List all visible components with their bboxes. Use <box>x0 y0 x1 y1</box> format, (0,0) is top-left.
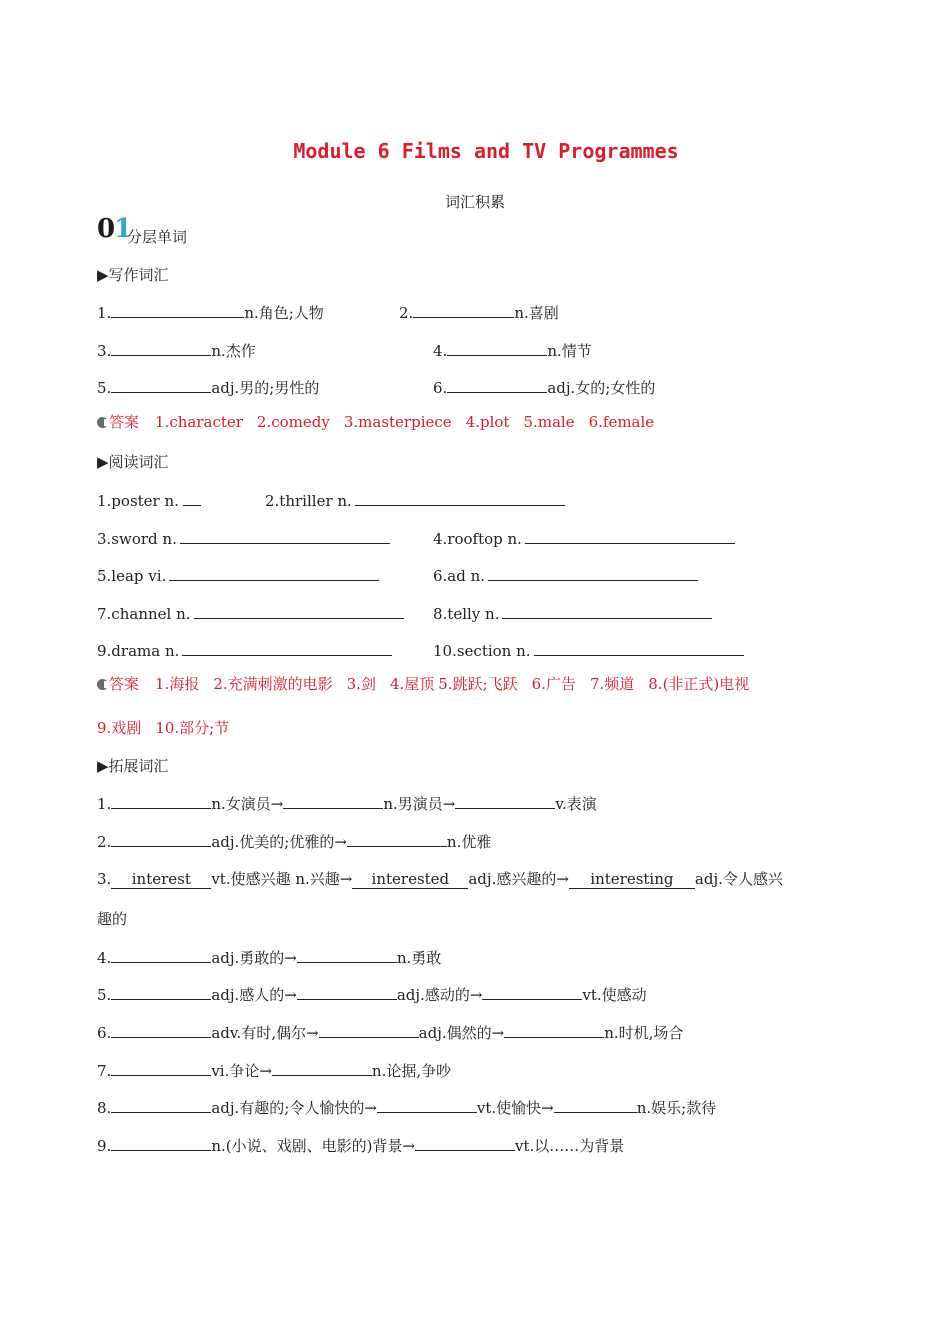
item-label: 3.sword n. <box>97 530 177 548</box>
answer-item: 10.部分;节 <box>155 719 230 737</box>
item-meaning: n.娱乐;款待 <box>636 1099 717 1117</box>
item-number: 9. <box>97 1137 112 1155</box>
writing-item-2 <box>399 301 559 323</box>
item-meaning: vi.争论→ <box>211 1062 272 1080</box>
extend-item-6 <box>97 1021 683 1043</box>
reading-answers-line-1 <box>97 673 749 694</box>
answer-blank[interactable] <box>534 639 744 656</box>
item-number: 6. <box>97 1024 112 1042</box>
answer-item: 2.充满刺激的电影 <box>213 675 333 693</box>
item-number: 4. <box>97 949 112 967</box>
extend-item-4 <box>97 946 441 968</box>
answer-blank[interactable] <box>111 1021 211 1038</box>
answer-blank[interactable] <box>111 339 211 356</box>
item-meaning: adj.男的;男性的 <box>211 379 320 397</box>
answer-blank[interactable] <box>488 564 698 581</box>
answer-blank[interactable] <box>180 527 390 544</box>
item-meaning: n.喜剧 <box>514 304 559 322</box>
answer-blank[interactable] <box>111 301 244 318</box>
answer-item: 1.character <box>155 413 243 431</box>
item-meaning: n.优雅 <box>446 833 492 851</box>
item-number: 5. <box>97 986 112 1004</box>
answer-item: 4.屋顶 <box>389 675 435 693</box>
answer-item: 6.广告 <box>531 675 576 693</box>
writing-answers <box>97 411 668 432</box>
filled-answer: interested <box>352 870 468 889</box>
answer-blank[interactable] <box>111 1096 211 1113</box>
answer-blank[interactable] <box>169 564 379 581</box>
reading-item-9 <box>97 639 392 660</box>
extend-item-9 <box>97 1134 624 1156</box>
item-label: 4.rooftop n. <box>433 530 522 548</box>
answer-item: 8.(非正式)电视 <box>648 675 750 693</box>
item-meaning: adj.优美的;优雅的→ <box>211 833 347 851</box>
item-meaning: adj.勇敢的→ <box>211 949 297 967</box>
answer-blank[interactable] <box>482 983 582 1000</box>
reading-item-5 <box>97 564 379 585</box>
item-meaning: adj.女的;女性的 <box>547 379 656 397</box>
answer-blank[interactable] <box>504 1021 604 1038</box>
item-meaning: adj.感兴趣的→ <box>468 870 569 888</box>
item-number: 3. <box>97 870 112 888</box>
writing-item-4 <box>433 339 592 361</box>
item-meaning: n.(小说、戏剧、电影的)背景→ <box>211 1137 416 1155</box>
extend-item-8 <box>97 1096 716 1118</box>
answer-blank[interactable] <box>111 376 211 393</box>
answer-item: 1.海报 <box>155 675 200 693</box>
reading-item-1 <box>97 489 201 510</box>
item-number: 5. <box>97 379 112 397</box>
item-meaning: n.女演员→ <box>211 795 284 813</box>
answer-blank[interactable] <box>525 527 735 544</box>
page-subtitle: 词汇积累 <box>444 193 505 211</box>
answer-blank[interactable] <box>415 1134 515 1151</box>
reading-item-2 <box>265 489 565 510</box>
answer-blank[interactable] <box>272 1059 372 1076</box>
item-meaning: n.时机,场合 <box>604 1024 684 1042</box>
reading-item-10 <box>433 639 744 660</box>
writing-item-3 <box>97 339 256 361</box>
answer-item: 7.频道 <box>589 675 635 693</box>
item-number: 1. <box>97 304 112 322</box>
writing-item-1 <box>97 301 324 323</box>
answer-blank[interactable] <box>182 639 392 656</box>
reading-heading: ▶阅读词汇 <box>97 453 169 471</box>
answer-blank[interactable] <box>377 1096 477 1113</box>
item-label: 1.poster n. <box>97 492 179 510</box>
item-meaning: n.角色;人物 <box>244 304 324 322</box>
answer-blank[interactable] <box>283 792 383 809</box>
item-meaning: n.杰作 <box>211 342 256 360</box>
section-label: 分层单词 <box>127 228 188 246</box>
item-meaning: vt.以……为背景 <box>515 1137 625 1155</box>
answer-blank[interactable] <box>297 983 397 1000</box>
writing-item-5 <box>97 376 319 398</box>
item-number: 1. <box>97 795 112 813</box>
item-meaning: adv.有时,偶尔→ <box>211 1024 319 1042</box>
answer-item: 3.剑 <box>346 675 376 693</box>
item-label: 8.telly n. <box>433 605 500 623</box>
answer-blank[interactable] <box>111 983 211 1000</box>
writing-heading: ▶写作词汇 <box>97 266 169 284</box>
item-number: 3. <box>97 342 112 360</box>
item-number: 2. <box>399 304 414 322</box>
answer-blank[interactable] <box>413 301 514 318</box>
answer-item: 5.跳跃;飞跃 <box>438 675 518 693</box>
item-label: 2.thriller n. <box>265 492 352 510</box>
item-number: 4. <box>433 342 448 360</box>
item-number: 2. <box>97 833 112 851</box>
item-label: 7.channel n. <box>97 605 191 623</box>
item-number: 6. <box>433 379 448 397</box>
answer-blank[interactable] <box>297 946 397 963</box>
item-meaning: n.情节 <box>547 342 592 360</box>
item-meaning: adj.有趣的;令人愉快的→ <box>211 1099 377 1117</box>
item-meaning: adj.令人感兴 <box>694 870 783 888</box>
answer-item: 4.plot <box>465 413 510 431</box>
answer-blank[interactable] <box>194 602 404 619</box>
item-meaning: adj.感人的→ <box>211 986 297 1004</box>
item-meaning: n.勇敢 <box>396 949 442 967</box>
item-meaning: n.男演员→ <box>383 795 456 813</box>
reading-item-6 <box>433 564 698 585</box>
filled-answer: interesting <box>569 870 695 889</box>
item-label: 9.drama n. <box>97 642 180 660</box>
item-meaning: vt.使感动 <box>582 986 647 1004</box>
reading-item-8 <box>433 602 712 623</box>
answer-blank[interactable] <box>347 830 447 847</box>
answer-blank[interactable] <box>183 489 201 506</box>
extend-item-3-continued: 趣的 <box>97 910 128 928</box>
extend-item-5 <box>97 983 647 1005</box>
item-meaning: n.论据,争吵 <box>371 1062 452 1080</box>
section-number-digit-1: 0 <box>97 214 115 244</box>
extend-item-2 <box>97 830 491 852</box>
section-number-digit-2: 1 <box>114 214 132 244</box>
item-meaning: v.表演 <box>555 795 597 813</box>
item-label: 6.ad n. <box>433 567 486 585</box>
reading-item-4 <box>433 527 735 548</box>
extend-item-7 <box>97 1059 451 1081</box>
item-label: 5.leap vi. <box>97 567 167 585</box>
item-label: 10.section n. <box>433 642 531 660</box>
answer-item: 5.male <box>523 413 575 431</box>
answer-blank[interactable] <box>319 1021 419 1038</box>
writing-item-6 <box>433 376 655 398</box>
answer-blank[interactable] <box>355 489 565 506</box>
answer-item: 3.masterpiece <box>343 413 452 431</box>
answer-icon <box>97 417 108 428</box>
extend-item-3 <box>97 868 783 889</box>
answer-blank[interactable] <box>111 946 211 963</box>
extend-heading: ▶拓展词汇 <box>97 757 169 775</box>
item-meaning: adj.偶然的→ <box>418 1024 505 1042</box>
answer-item: 2.comedy <box>256 413 330 431</box>
item-meaning: vt.使愉快→ <box>476 1099 554 1117</box>
item-number: 7. <box>97 1062 112 1080</box>
page-title: Module 6 Films and TV Programmes <box>293 139 679 163</box>
reading-item-7 <box>97 602 404 623</box>
answer-item: 6.female <box>588 413 655 431</box>
item-meaning: vt.使感兴趣 n.兴趣→ <box>211 870 353 888</box>
answer-blank[interactable] <box>455 792 555 809</box>
reading-answers-line-2 <box>97 717 229 738</box>
item-meaning: adj.感动的→ <box>396 986 483 1004</box>
answer-blank[interactable] <box>111 792 211 809</box>
answer-label: 答案 <box>109 413 140 431</box>
answer-blank[interactable] <box>447 339 547 356</box>
answer-item: 9.戏剧 <box>97 719 142 737</box>
answer-blank[interactable] <box>111 1059 211 1076</box>
item-number: 8. <box>97 1099 112 1117</box>
answer-blank[interactable] <box>502 602 712 619</box>
answer-blank[interactable] <box>111 1134 211 1151</box>
answer-blank[interactable] <box>111 830 211 847</box>
answer-icon <box>97 679 108 690</box>
answer-label: 答案 <box>109 675 140 693</box>
filled-answer: interest <box>111 870 211 889</box>
extend-item-1 <box>97 792 597 814</box>
reading-item-3 <box>97 527 390 548</box>
answer-blank[interactable] <box>554 1096 637 1113</box>
answer-blank[interactable] <box>447 376 547 393</box>
